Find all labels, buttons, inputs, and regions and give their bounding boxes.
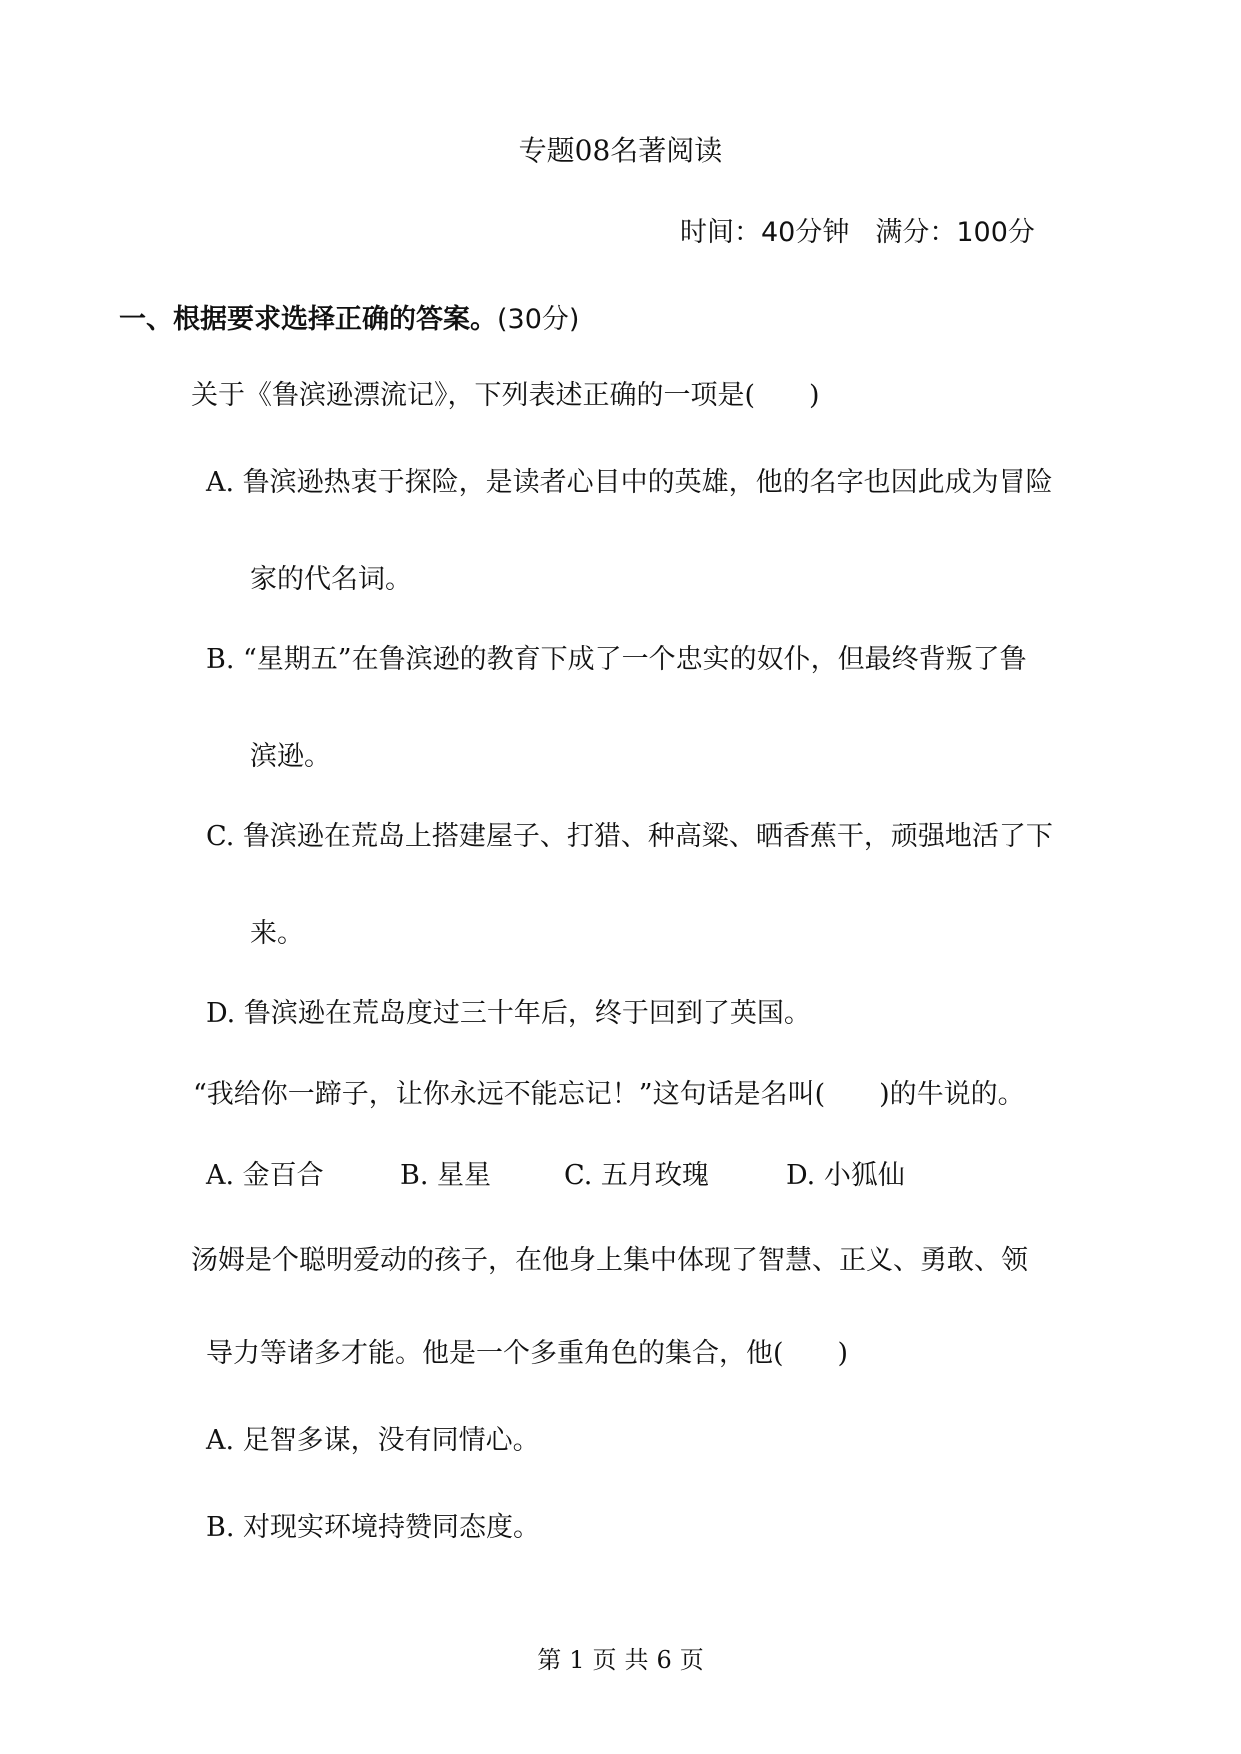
footer-total-pages: 6 [656, 1646, 672, 1674]
exam-meta [680, 215, 1035, 251]
q3-option-b: B. 对现实环境持赞同态度。 [206, 1512, 541, 1543]
footer-part: 共 [624, 1646, 649, 1674]
q1-option-a-line1: A. 鲁滨逊热衷于探险，是读者心目中的英雄，他的名字也因此成为冒险 [206, 467, 1053, 498]
exam-time: 时间：40分钟 [680, 217, 850, 248]
q1-option-c-line2: 来。 [250, 918, 304, 949]
section-heading-text: 一、根据要求选择正确的答案。 [119, 304, 497, 335]
footer-part: 页 [679, 1646, 704, 1674]
q3-stem-line1: 汤姆是个聪明爱动的孩子，在他身上集中体现了智慧、正义、勇敢、领 [191, 1245, 1028, 1276]
section-score: (30分) [497, 304, 580, 335]
page-title: 专题08名著阅读 [518, 134, 723, 167]
q2-option-a: A. 金百合 [206, 1160, 324, 1191]
q2-option-c: C. 五月玫瑰 [564, 1160, 709, 1191]
footer-part: 页 [592, 1646, 617, 1674]
footer-current-page: 1 [569, 1646, 585, 1674]
exam-score: 满分：100分 [875, 217, 1035, 248]
section-heading [119, 302, 579, 338]
q1-option-b-line1: B. “星期五”在鲁滨逊的教育下成了一个忠实的奴仆，但最终背叛了鲁 [206, 644, 1027, 675]
q2-stem: “我给你一蹄子，让你永远不能忘记！”这句话是名叫( )的牛说的。 [193, 1079, 1025, 1110]
q1-option-c-line1: C. 鲁滨逊在荒岛上搭建屋子、打猎、种高粱、晒香蕉干，顽强地活了下 [206, 821, 1053, 852]
q2-option-d: D. 小狐仙 [786, 1160, 905, 1191]
q1-option-b-line2: 滨逊。 [250, 741, 331, 772]
q3-option-a: A. 足智多谋，没有同情心。 [206, 1425, 540, 1456]
q3-stem-line2: 导力等诸多才能。他是一个多重角色的集合，他( ) [206, 1338, 849, 1369]
footer-part: 第 [537, 1646, 562, 1674]
q2-options [206, 1158, 905, 1194]
q1-stem: 关于《鲁滨逊漂流记》，下列表述正确的一项是( ) [191, 380, 820, 411]
q2-option-b: B. 星星 [400, 1160, 492, 1191]
q1-option-d: D. 鲁滨逊在荒岛度过三十年后，终于回到了英国。 [206, 998, 811, 1029]
page-footer [0, 1642, 1241, 1678]
q1-option-a-line2: 家的代名词。 [250, 564, 412, 595]
